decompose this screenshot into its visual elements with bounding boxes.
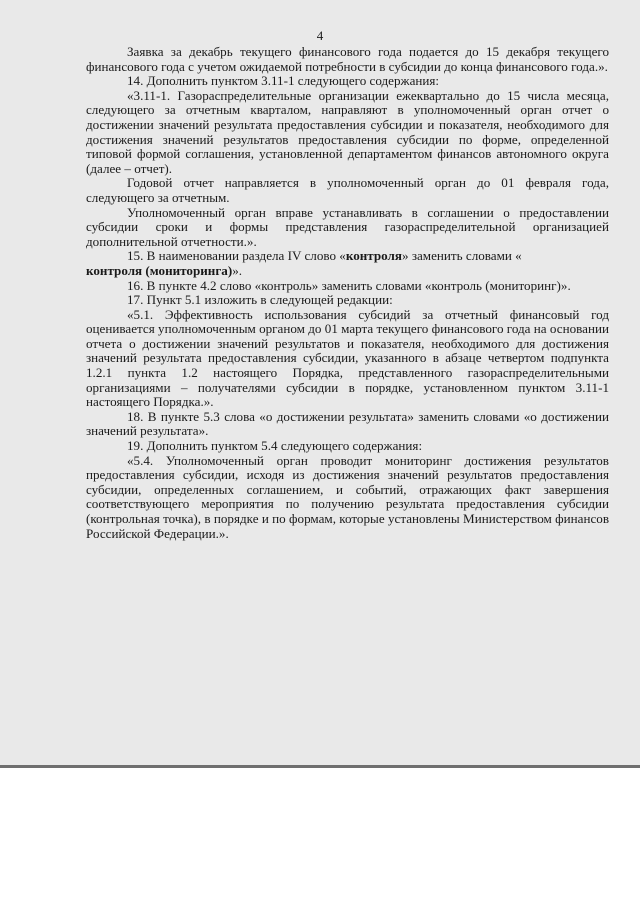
paragraph-item-16: 16. В пункте 4.2 слово «контроль» заменить словами «контроль (мониторинг)».: [127, 277, 571, 293]
paragraph-december-application: Заявка за декабрь текущего финансового года подается до 15 декабря текущего финансового года с учетом ожидаемой потребности в субсидии до конца финансового года.».: [86, 44, 609, 74]
page-number: 4: [316, 28, 324, 43]
paragraph-item-15-part-c: ».: [232, 262, 243, 278]
paragraph-5-4: «5.4. Уполномоченный орган проводит мониторинг достижения результатов предоставления субсидии, исходя из достижения значений результатов предоставления субсидии, определенных соглашением, и событий, отражающих факт завершения соответствующего мероприятия по получению результата предоставления субсидии (контрольная точка), в порядке и по формам, которые установлены Министерством финансов Российской Федерации.».: [86, 452, 609, 541]
paragraph-annual-report: Годовой отчет направляется в уполномоченный орган до 01 февраля года, следующего за отчетным.: [86, 175, 609, 205]
paragraph-item-15-bold-b: контроля (мониторинга): [86, 262, 233, 278]
paragraph-item-17: 17. Пункт 5.1 изложить в следующей редакции:: [127, 292, 393, 308]
paragraph-item-14: 14. Дополнить пунктом 3.11-1 следующего содержания:: [127, 73, 440, 89]
document-body: [86, 45, 609, 541]
paragraph-item-18: 18. В пункте 5.3 слова «о достижении результата» заменить словами «о достижении значений результата».: [86, 408, 609, 439]
paragraph-additional-reporting: Уполномоченный орган вправе устанавливать в соглашении о предоставлении субсидии сроки и формы представления газораспределительной организацией дополнительной отчетности.».: [86, 204, 609, 249]
paragraph-item-15-part-b: » заменить словами «: [402, 248, 522, 264]
paragraph-item-19: 19. Дополнить пунктом 5.4 следующего содержания:: [127, 438, 423, 454]
paragraph-item-15-part-a: 15. В наименовании раздела IV слово «: [127, 248, 346, 264]
paragraph-item-15-bold-a: контроля: [345, 248, 402, 264]
paragraph-5-1: «5.1. Эффективность использования субсидий за отчетный финансовый год оценивается уполномоченным органом до 01 марта текущего финансового года на основании отчета о достижении значений результатов и показателя, необходимого для достижения значений результата предоставления субсидии, указанного в абзаце четвертом подпункта 1.2.1 пункта 1.2 настоящего Порядка, представленного газораспределительными организациями – получателями субсидии в порядке, установленном пунктом 3.11-1 настоящего Порядка.».: [86, 306, 609, 410]
paragraph-item-15: [86, 249, 609, 278]
paragraph-3-11-1: «3.11-1. Газораспределительные организации ежеквартально до 15 числа месяца, следующего за отчетным кварталом, направляют в уполномоченный орган отчет о достижении значений результата предоставления субсидии и показателя, необходимого для достижения значений результатов предоставления субсидии по форме, определенной типовой формой соглашения, установленной департаментом финансов автономного округа (далее – отчет).: [86, 87, 609, 176]
